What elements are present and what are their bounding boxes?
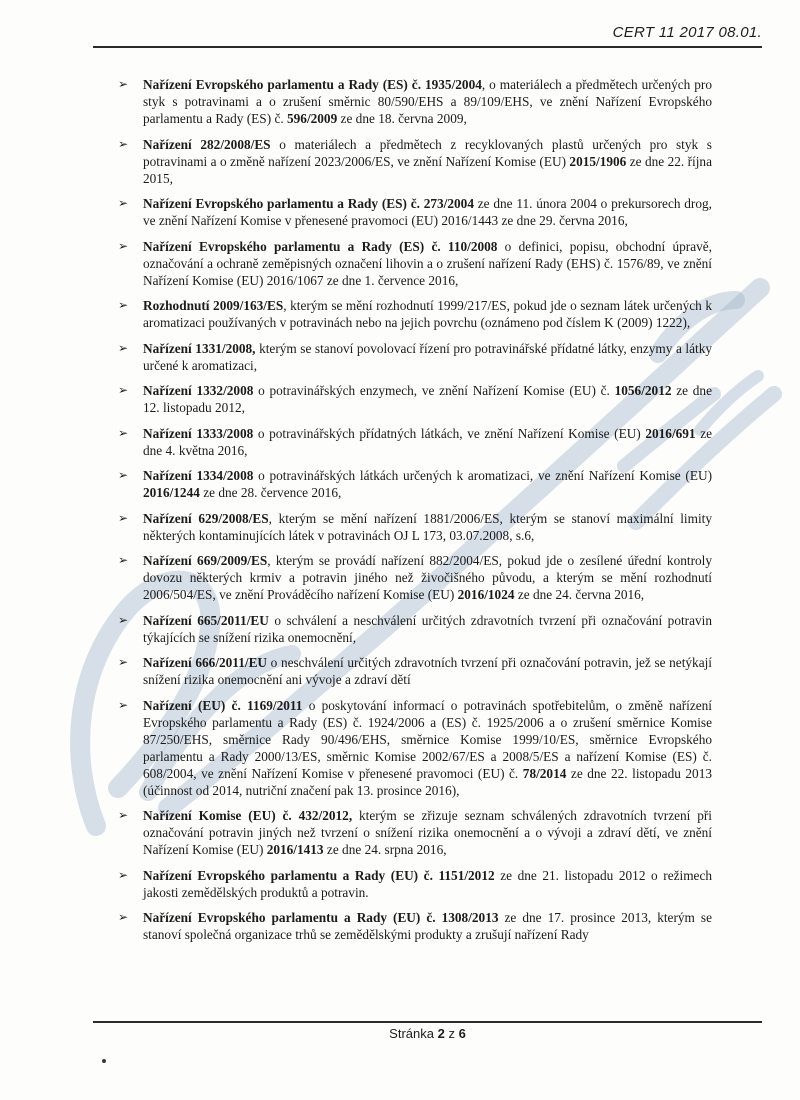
list-item [118,654,712,688]
bullet-arrow-icon: ➢ [118,298,129,312]
bullet-arrow-icon: ➢ [118,808,129,822]
list-item-text: Nařízení (EU) č. 1169/2011 o poskytování informací o potravinách spotřebitelům, o změně nařízení Evropského parlamentu a Rady (ES) č. 1924/2006 a (ES) č. 1925/2006 a o zrušení směrnice Komise 87/250/EHS, směrnice Rady 90/496/EHS, směrnice Komise 1999/10/ES, směrnice Evropského parlamentu a Rady 2000/13/ES, směrnic Komise 2002/67/ES a 2008/5/ES a nařízení Komise (ES) č. 608/2004, ve znění Nařízení Komise v přenesené pravomoci (EU) č. 78/2014 ze dne 22. listopadu 2013 (účinnost od 2014, nutriční značení pak 13. prosince 2016), [143,697,713,798]
list-item [118,697,712,799]
bullet-arrow-icon: ➢ [118,383,129,397]
regulation-list [118,76,712,952]
list-item-text: Nařízení 629/2008/ES, kterým se mění nařízení 1881/2006/ES, kterým se stanoví maximální limity některých kontaminujících látek v potravinách OJ L 173, 03.07.2008, s.6, [143,510,712,543]
list-item-text: Nařízení 1333/2008 o potravinářských přídatných látkách, ve znění Nařízení Komise (EU) 2016/691 ze dne 4. května 2016, [143,425,712,458]
list-item [118,382,712,416]
document-code: CERT 11 2017 08.01. [612,24,762,41]
list-item [118,195,712,229]
list-item-text: Nařízení Komise (EU) č. 432/2012, kterým se zřizuje seznam schválených zdravotních tvrzení při označování potravin jiných než tvrzení o snížení rizika onemocnění a o vývoji a zdraví dětí, ve znění Nařízení Komise (EU) 2016/1413 ze dne 24. srpna 2016, [143,808,712,857]
list-item [118,510,712,544]
list-item-text: Nařízení Evropského parlamentu a Rady (ES) č. 1935/2004, o materiálech a předmětech určených pro styk s potravinami a o zrušení směrnic 80/590/EHS a 89/109/EHS, ve znění Nařízení Evropského parlamentu a Rady (ES) č. 596/2009 ze dne 18. června 2009, [143,77,712,126]
list-item-text: Rozhodnutí 2009/163/ES, kterým se mění rozhodnutí 1999/217/ES, pokud jde o seznam látek určených k aromatizaci používaných v potravinách nebo na jejich povrchu (oznámeno pod číslem K (2009) 1222), [143,298,712,330]
list-item-text: Nařízení 669/2009/ES, kterým se provádí nařízení 882/2004/ES, pokud jde o zesílené úřední kontroly dovozu některých krmiv a potravin jiného než živočišného původu, a kterým se mění rozhodnutí 2006/504/ES, ve znění Prováděcího nařízení Komise (EU) 2016/1024 ze dne 24. června 2016, [143,553,712,602]
list-item [118,238,712,289]
list-item-text: Nařízení 1331/2008, kterým se stanoví povolovací řízení pro potravinářské přídatné látky, enzymy a látky určené k aromatizaci, [143,340,712,373]
list-item-text: Nařízení 282/2008/ES o materiálech a předmětech z recyklovaných plastů určených pro styk s potravinami a o změně nařízení 2023/2006/ES, ve znění Nařízení Komise (EU) 2015/1906 ze dne 22. října 2015, [143,136,712,186]
list-item-text: Nařízení 666/2011/EU o neschválení určitých zdravotních tvrzení při označování potravin, jež se netýkají snížení rizika onemocnění ani vývoje a zdraví dětí [143,655,712,687]
bullet-arrow-icon: ➢ [118,553,129,567]
list-item [118,612,712,646]
bullet-arrow-icon: ➢ [118,468,129,482]
list-item [118,909,712,943]
list-item [118,867,712,901]
bullet-arrow-icon: ➢ [118,425,129,440]
bullet-arrow-icon: ➢ [118,910,129,924]
list-item-text: Nařízení 1334/2008 o potravinářských látkách určených k aromatizaci, ve znění Nařízení Komise (EU) 2016/1244 ze dne 28. července 2016, [143,468,713,500]
page-label: Stránka [389,1026,434,1041]
page-number [93,1026,762,1041]
list-item [118,297,712,331]
list-item-text: Nařízení Evropského parlamentu a Rady (EU) č. 1151/2012 ze dne 21. listopadu 2012 o režimech jakosti zemědělských produktů a potravin. [143,867,712,900]
header-rule [93,46,762,48]
scan-speck [102,1059,106,1063]
bullet-arrow-icon: ➢ [118,655,129,669]
list-item-text: Nařízení Evropského parlamentu a Rady (EU) č. 1308/2013 ze dne 17. prosince 2013, kterým se stanoví společná organizace trhů se zemědělskými produkty a zrušují nařízení Rady [143,910,712,942]
list-item [118,340,712,374]
bullet-arrow-icon: ➢ [118,238,129,253]
footer-rule [93,1021,762,1023]
page-separator: z [448,1026,455,1041]
list-item [118,807,712,858]
bullet-arrow-icon: ➢ [118,510,129,525]
list-item [118,467,712,501]
list-item-text: Nařízení 665/2011/EU o schválení a neschválení určitých zdravotních tvrzení při označování potravin týkajících se snížení rizika onemocnění, [143,612,712,645]
bullet-arrow-icon: ➢ [118,136,129,151]
list-item-text: Nařízení Evropského parlamentu a Rady (ES) č. 110/2008 o definici, popisu, obchodní úpravě, označování a ochraně zeměpisných označení lihovin a o zrušení nařízení Rady (EHS) č. 1576/89, ve znění Nařízení Komise (EU) 2016/1067 ze dne 1. července 2016, [143,238,712,288]
list-item [118,136,712,187]
list-item-text: Nařízení Evropského parlamentu a Rady (ES) č. 273/2004 ze dne 11. února 2004 o prekursorech drog, ve znění Nařízení Komise v přenesené pravomoci (EU) 2016/1443 ze dne 29. června 2016, [143,196,712,228]
bullet-arrow-icon: ➢ [118,196,129,210]
bullet-arrow-icon: ➢ [118,77,129,91]
page-number-total: 6 [458,1026,466,1041]
bullet-arrow-icon: ➢ [118,867,129,882]
list-item [118,425,712,459]
list-item-text: Nařízení 1332/2008 o potravinářských enzymech, ve znění Nařízení Komise (EU) č. 1056/2012 ze dne 12. listopadu 2012, [143,383,712,415]
page-number-current: 2 [437,1026,445,1041]
bullet-arrow-icon: ➢ [118,697,129,712]
list-item [118,552,712,603]
list-item [118,76,712,127]
bullet-arrow-icon: ➢ [118,612,129,627]
bullet-arrow-icon: ➢ [118,340,129,355]
